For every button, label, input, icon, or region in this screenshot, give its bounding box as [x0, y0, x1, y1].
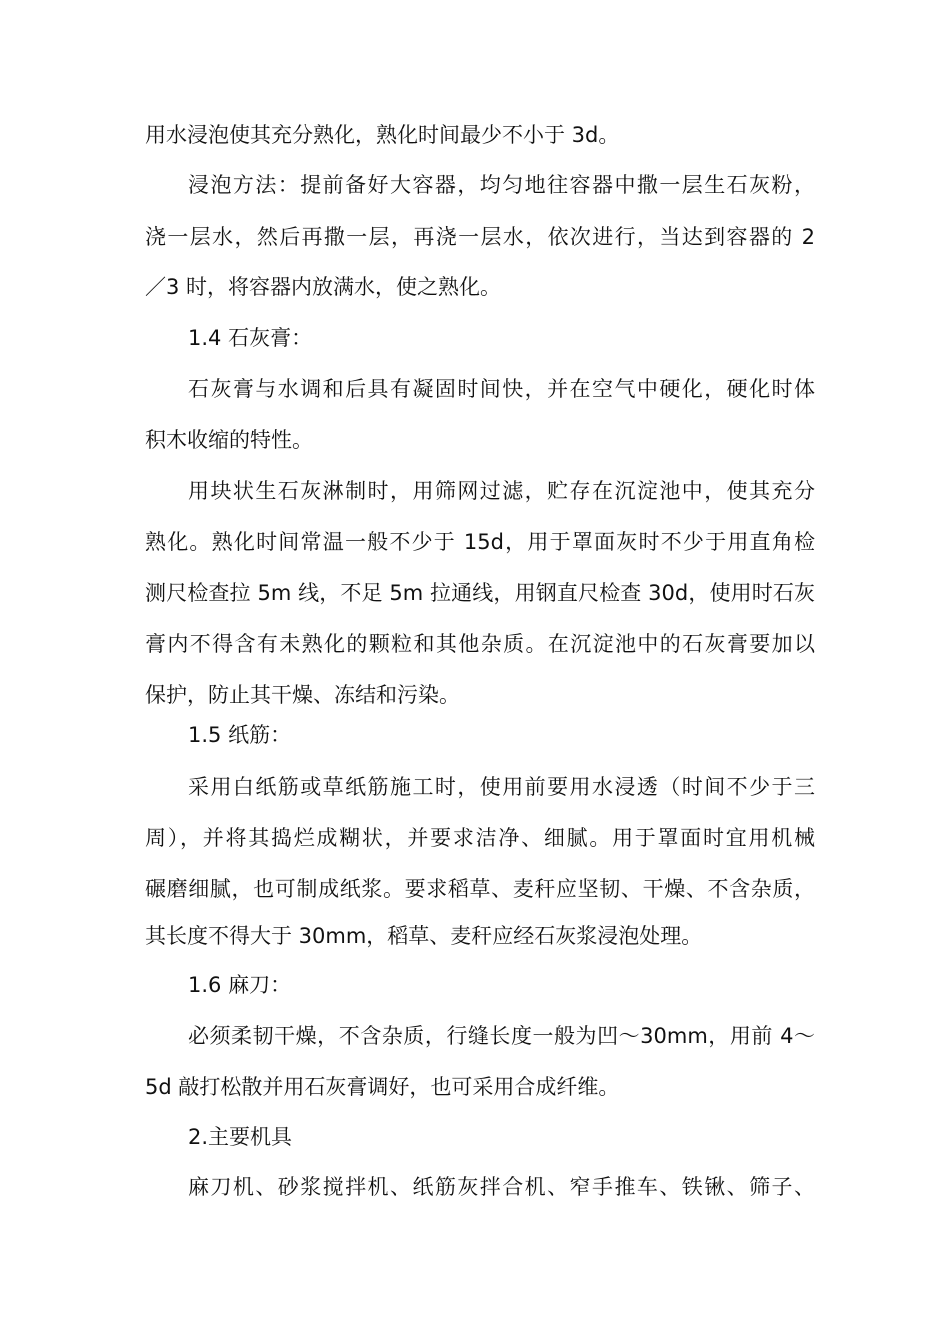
section-heading: 2.主要机具: [188, 1125, 293, 1149]
text-line: 积木收缩的特性。: [145, 428, 313, 452]
text-line: 膏内不得含有未熟化的颗粒和其他杂质。在沉淀池中的石灰膏要加以: [145, 632, 815, 656]
text-line: ／3 时，将容器内放满水，使之熟化。: [145, 275, 502, 299]
text-line: 测尺检查拉 5m 线，不足 5m 拉通线，用钢直尺检查 30d，使用时石灰: [145, 581, 815, 605]
text-line: 熟化。熟化时间常温一般不少于 15d，用于罩面灰时不少于用直角检: [145, 530, 815, 554]
text-line: 用块状生石灰淋制时，用筛网过滤，贮存在沉淀池中，使其充分: [188, 479, 815, 503]
text-line: 麻刀机、砂浆搅拌机、纸筋灰拌合机、窄手推车、铁锹、筛子、: [188, 1175, 815, 1199]
text-line: 必须柔韧干燥，不含杂质，行缝长度一般为凹～30mm，用前 4～: [188, 1024, 815, 1048]
text-line: 采用白纸筋或草纸筋施工时，使用前要用水浸透（时间不少于三: [188, 775, 815, 799]
text-line: 浸泡方法：提前备好大容器，均匀地往容器中撒一层生石灰粉，: [188, 173, 815, 197]
text-line: 碾磨细腻，也可制成纸浆。要求稻草、麦秆应坚韧、干燥、不含杂质，: [145, 877, 815, 901]
text-line: 石灰膏与水调和后具有凝固时间快，并在空气中硬化，硬化时体: [188, 377, 815, 401]
section-heading: 1.5 纸筋：: [188, 723, 292, 747]
text-line: 5d 敲打松散并用石灰膏调好，也可采用合成纤维。: [145, 1075, 620, 1099]
text-line: 浇一层水，然后再撒一层，再浇一层水，依次进行，当达到容器的 2: [145, 225, 815, 249]
section-heading: 1.4 石灰膏：: [188, 326, 313, 350]
text-line: 保护，防止其干燥、冻结和污染。: [145, 683, 460, 707]
text-line: 其长度不得大于 30mm，稻草、麦秆应经石灰浆浸泡处理。: [145, 924, 703, 948]
text-line: 用水浸泡使其充分熟化，熟化时间最少不小于 3d。: [145, 123, 620, 147]
section-heading: 1.6 麻刀：: [188, 973, 292, 997]
text-line: 周），并将其捣烂成糊状，并要求洁净、细腻。用于罩面时宜用机械: [145, 826, 815, 850]
